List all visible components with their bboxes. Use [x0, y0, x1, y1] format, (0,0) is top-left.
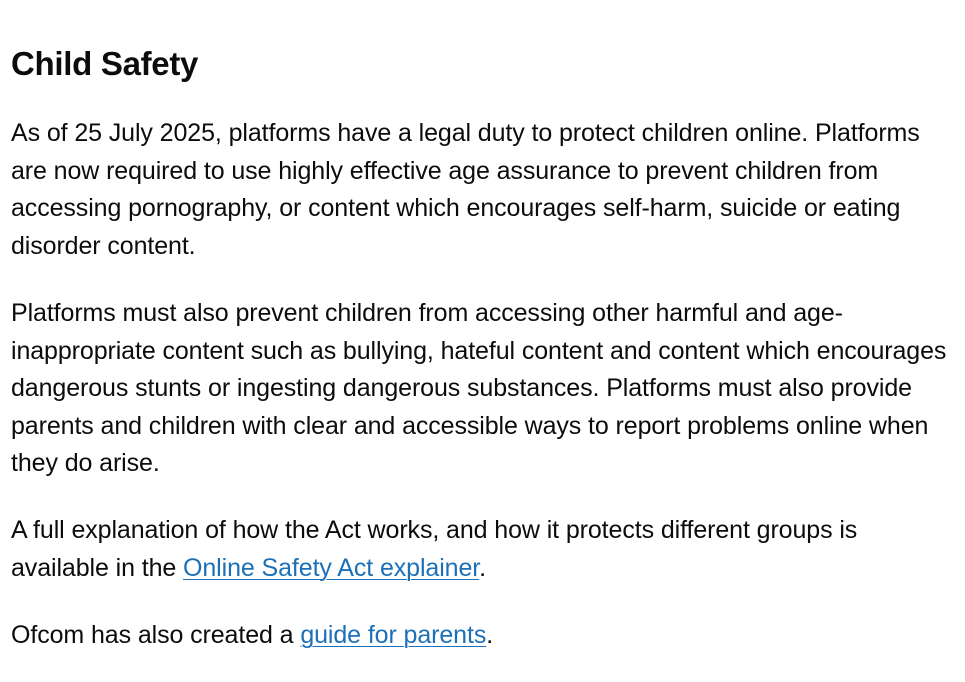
- paragraph-parents-guide-end: .: [486, 621, 494, 649]
- section-heading: Child Safety: [11, 45, 199, 82]
- paragraph-legal-duty: [11, 115, 956, 265]
- paragraph-explainer-text: A full explanation of how the Act works, and how it protects different groups is available in the: [11, 516, 858, 582]
- paragraph-legal-duty-text: As of 25 July 2025, platforms have a legal duty to protect children online. Platforms are now required to use highly effective age assurance to prevent children from accessing pornography, or content which encourages self-harm, suicide or eating disorder content.: [11, 119, 920, 260]
- paragraph-explainer: [11, 512, 956, 587]
- paragraph-explainer-end: .: [479, 553, 486, 582]
- online-safety-act-explainer-link[interactable]: Online Safety Act explainer: [183, 553, 480, 582]
- paragraph-harmful-content: [11, 295, 956, 483]
- paragraph-harmful-content-text: Platforms must also prevent children from accessing other harmful and age-inappropriate content such as bullying, hateful content and content which encourages dangerous stunts or ingesting dangerous substances. Platforms must also provide parents and children with clear and accessible ways to report problems online when they do arise.: [11, 299, 947, 477]
- paragraph-parents-guide: [11, 617, 956, 655]
- paragraph-parents-guide-text: Ofcom has also created a: [11, 621, 301, 649]
- guide-for-parents-link[interactable]: guide for parents: [300, 621, 487, 649]
